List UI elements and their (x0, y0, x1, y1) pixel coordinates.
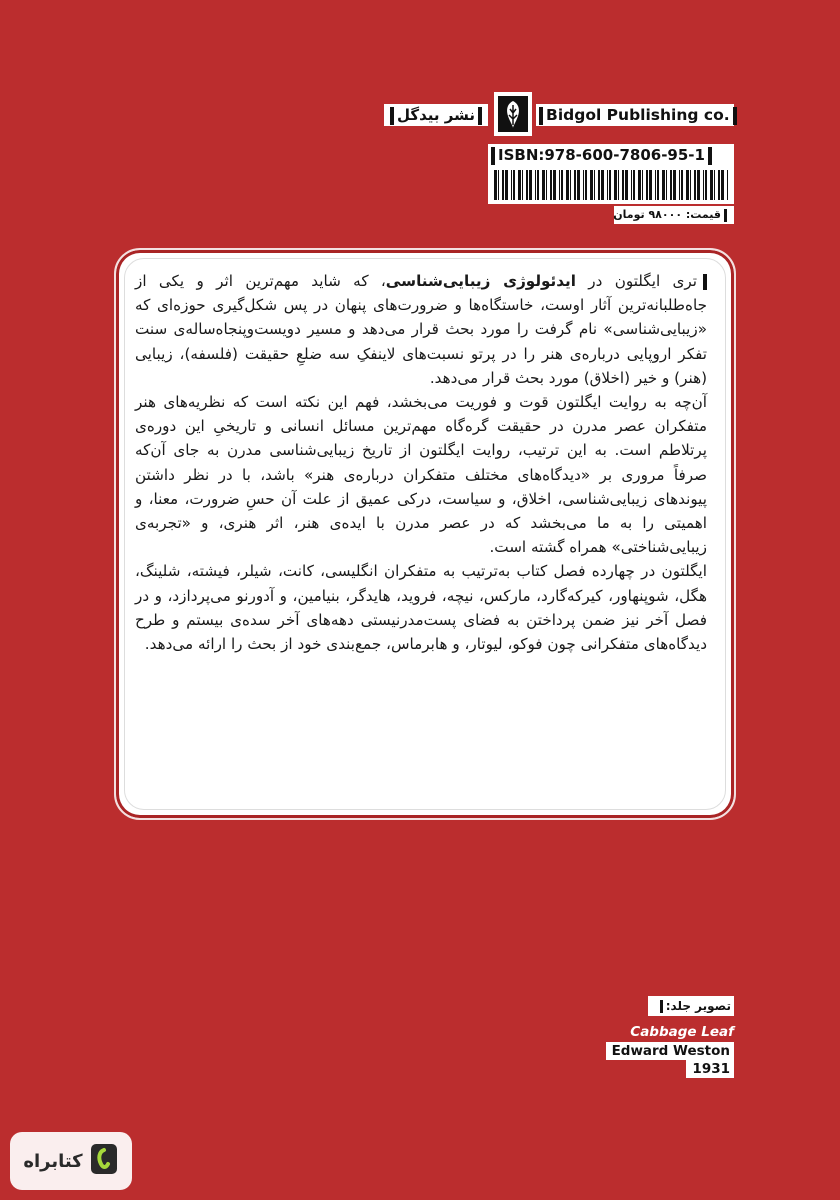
blurb-p1-rest: ، که شاید مهم‌ترین اثر و یکی از جاه‌طلبانه‌ترین آثار اوست، خاستگاه‌ها و ضرورت‌های پنهان در پس شکل‌گیری حوزه‌ای که «زیبایی‌شناسی» نام گرفت را مورد بحث قرار می‌دهد و مسیر دویست‌وپنجاه‌ساله‌ی سنت تفکر اروپایی درباره‌ی هنر را در پرتو نسبت‌های لاینفکِ سه ضلعِ حقیقت (فلسفه)، زیبایی (هنر) و خیر (اخلاق) مورد بحث قرار می‌دهد. (135, 272, 707, 387)
divider-bar (491, 147, 495, 165)
watermark-book-icon (89, 1142, 119, 1180)
publisher-name-fa-text: نشر بیدگل (397, 106, 475, 124)
barcode-image (488, 166, 734, 204)
divider-bar (478, 107, 482, 125)
divider-bar (733, 107, 737, 125)
cover-credit-label (648, 996, 734, 1016)
cover-credit-label-text: تصویر جلد: (665, 999, 731, 1013)
publisher-name-en-text: Bidgol Publishing co. (546, 106, 730, 124)
divider-bar (660, 1000, 663, 1013)
publisher-name-en (536, 104, 734, 126)
cover-photo-artist: Edward Weston (606, 1042, 734, 1060)
isbn-label (488, 144, 734, 166)
cover-photo-title: Cabbage Leaf (630, 1024, 734, 1040)
price-label (614, 206, 734, 224)
book-title: ایدئولوژی زیبایی‌شناسی (385, 272, 576, 290)
divider-bar (539, 107, 543, 125)
blurb-card-inner (124, 258, 726, 810)
blurb-text (135, 269, 707, 656)
lead-bar (703, 274, 707, 290)
price-text: قیمت: ۹۸۰۰۰ تومان (613, 208, 721, 221)
isbn-text: ISBN:978-600-7806-95-1 (498, 146, 705, 164)
watermark-logo (10, 1132, 132, 1190)
blurb-paragraph-1 (135, 269, 707, 390)
divider-bar (708, 147, 712, 165)
publisher-row (384, 92, 734, 136)
blurb-card (114, 248, 736, 820)
blurb-p1-lead: تری ایگلتون در (575, 272, 697, 290)
divider-bar (390, 107, 394, 125)
divider-bar (724, 209, 727, 222)
blurb-paragraph-2: آن‌چه به روایت ایگلتون قوت و فوریت می‌بخشد، فهم این نکته است که نظریه‌های هنر متفکران عصر مدرن در حقیقت گره‌گاه مهم‌ترین مسائل انسانی و تاریخیِ این دوره‌ی پرتلاطم است. به این ترتیب، روایت ایگلتون از تاریخ زیبایی‌شناسی مدرن به جای آن‌که صرفاً مروری بر «دیدگاه‌های مختلف متفکران درباره‌ی هنر» باشد، با در نظر داشتن پیوندهای زیبایی‌شناسی، اخلاق، و سیاست، درکی عمیق از علت آن حسِ ضرورت، معنا، و اهمیتی را به ما می‌بخشد که در عصر مدرن با ایده‌ی هنر، اثر هنری، و «تجربه‌ی زیبایی‌شناختی» همراه گشته است. (135, 393, 707, 557)
watermark-text: کتابراه (23, 1150, 83, 1172)
publisher-name-fa (384, 104, 488, 126)
blurb-paragraph-3: ایگلتون در چهارده فصل کتاب به‌ترتیب به متفکران انگلیسی، کانت، شیلر، فیشته، شلینگ، هگل، شوپنهاور، کیرکه‌گارد، مارکس، نیچه، فروید، هایدگر، بنیامین، و آدورنو می‌پردازد، و در فصل آخر نیز ضمن پرداختن به فضای پست‌مدرنیستی دهه‌های آخر سده‌ی بیستم و طرح دیدگاه‌های متفکرانی چون فوکو، لیوتار، و هابرماس، جمع‌بندی خود از بحث را ارائه می‌دهد. (135, 562, 707, 654)
publisher-block (384, 92, 734, 221)
publisher-logo-icon (494, 92, 532, 136)
cover-photo-year: 1931 (686, 1060, 734, 1078)
